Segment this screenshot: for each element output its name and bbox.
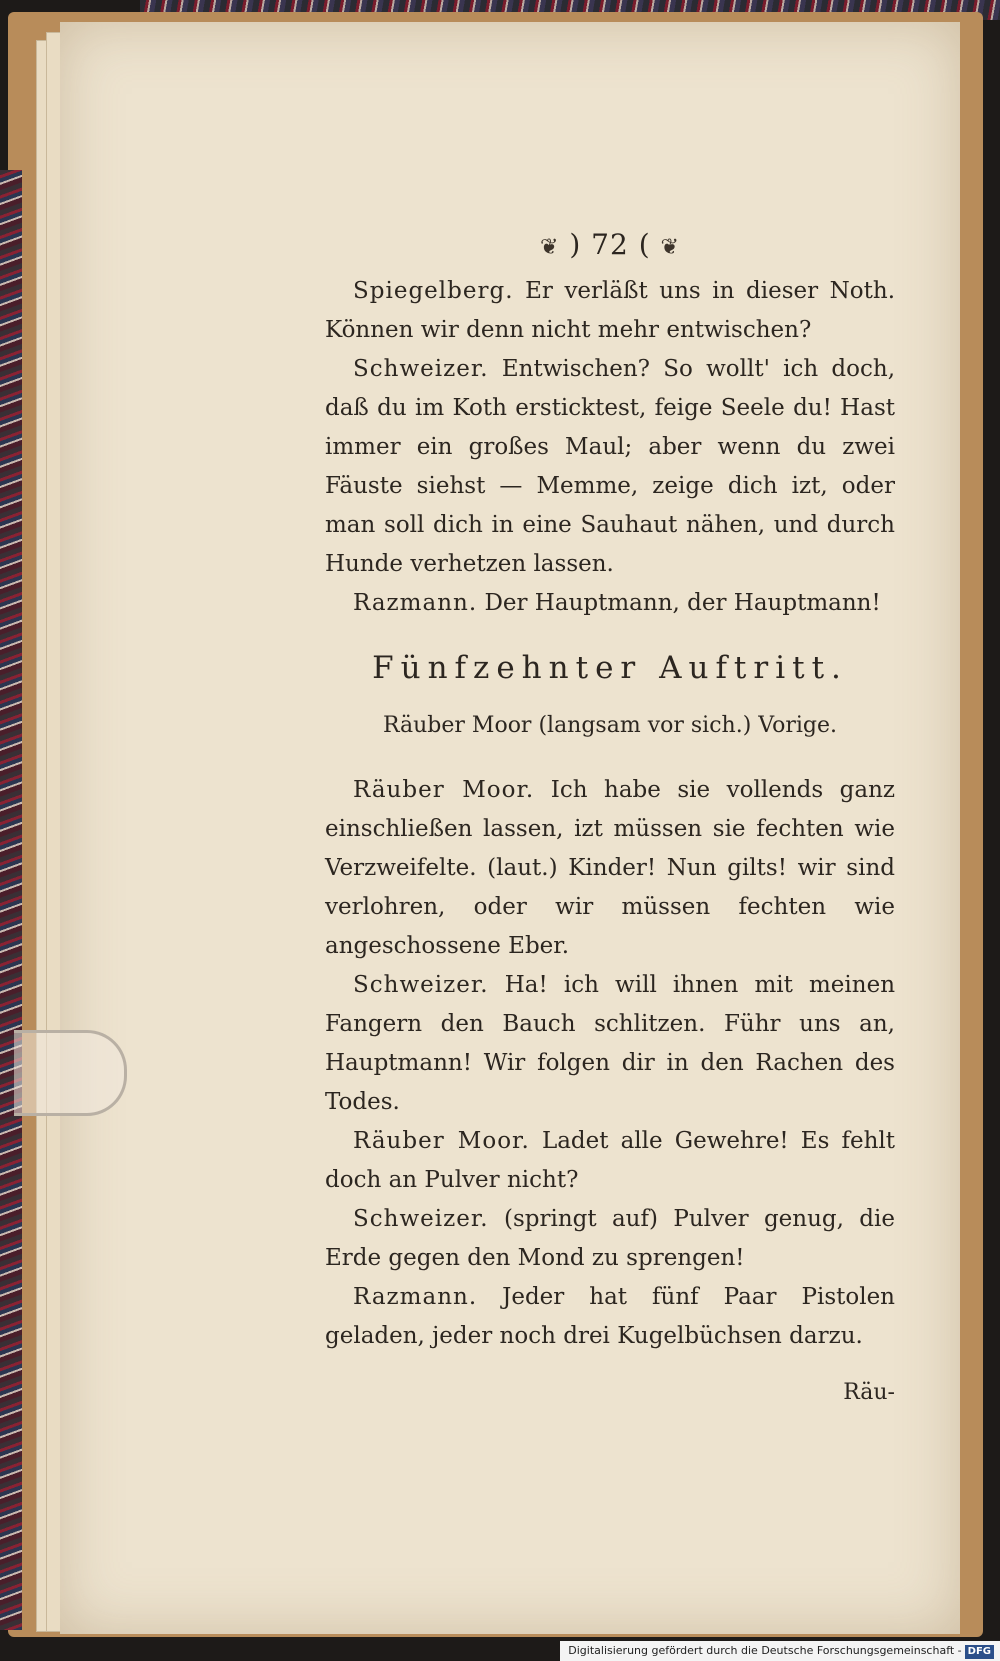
- page-text: [325, 228, 895, 1405]
- marbled-cover-left: [0, 170, 22, 1630]
- scene-title: Fünfzehnter Auftritt.: [372, 650, 848, 686]
- stage-direction: Räuber Moor (langsam vor sich.) Vorige.: [382, 713, 838, 738]
- clear-page-tab: [14, 1030, 127, 1116]
- ornament-right-icon: ❦: [660, 235, 680, 260]
- dialogue-paragraph: [325, 1278, 895, 1356]
- catchword: Räu-: [843, 1380, 895, 1405]
- dialogue-paragraph: [325, 771, 895, 966]
- dfg-logo: DFG: [965, 1645, 994, 1659]
- dialogue-paragraph: [325, 272, 895, 350]
- dialogue-text: Entwischen? So wollt' ich doch, daß du im Koth ersticktest, feige Seele du! Hast immer ein großes Maul; aber wenn du zwei Fäuste siehst — Memme, zeige dich izt, oder man soll dich in eine Sauhaut nähen, und durch Hunde verhetzen lassen.: [325, 356, 896, 577]
- digitization-footer: [560, 1641, 1000, 1661]
- page-number: ) 72 (: [569, 228, 651, 261]
- dialogue-text: Ladet alle Gewehre! Es fehlt doch an Pulver nicht?: [325, 1128, 895, 1193]
- dialogue-text: Jeder hat fünf Paar Pistolen geladen, jeder noch drei Kugelbüchsen darzu.: [325, 1284, 895, 1349]
- ornament-left-icon: ❦: [540, 235, 560, 260]
- speaker-name: Razmann.: [353, 590, 478, 616]
- page-header: [325, 228, 895, 262]
- speaker-name: Räuber Moor.: [353, 1128, 530, 1154]
- dialogue-paragraph: [325, 966, 895, 1122]
- dialogue-text: Ich habe sie vollends ganz einschließen lassen, izt müssen sie fechten wie Verzweifelte. (laut.) Kinder! Nun gilts! wir sind verlohren, oder wir müssen fechten wie angeschossene Eber.: [325, 777, 895, 959]
- dialogue-text: Der Hauptmann, der Hauptmann!: [484, 590, 881, 616]
- dialogue-text: (springt auf) Pulver genug, die Erde gegen den Mond zu sprengen!: [325, 1206, 895, 1271]
- dialogue-text: Ha! ich will ihnen mit meinen Fangern den Bauch schlitzen. Führ uns an, Hauptmann! Wir folgen dir in den Rachen des Todes.: [325, 972, 896, 1115]
- speaker-name: Schweizer.: [353, 972, 489, 998]
- dialogue-paragraph: [325, 584, 895, 623]
- speaker-name: Spiegelberg.: [353, 278, 514, 304]
- speaker-name: Schweizer.: [353, 1206, 489, 1232]
- dialogue-text: Er verläßt uns in dieser Noth. Können wir denn nicht mehr entwischen?: [325, 278, 896, 343]
- speaker-name: Razmann.: [353, 1284, 478, 1310]
- footer-text: Digitalisierung gefördert durch die Deutsche Forschungsgemeinschaft -: [568, 1644, 962, 1657]
- dialogue-paragraph: [325, 350, 895, 584]
- speaker-name: Räuber Moor.: [353, 777, 535, 803]
- dialogue-paragraph: [325, 1122, 895, 1200]
- dialogue-paragraph: [325, 1200, 895, 1278]
- speaker-name: Schweizer.: [353, 356, 489, 382]
